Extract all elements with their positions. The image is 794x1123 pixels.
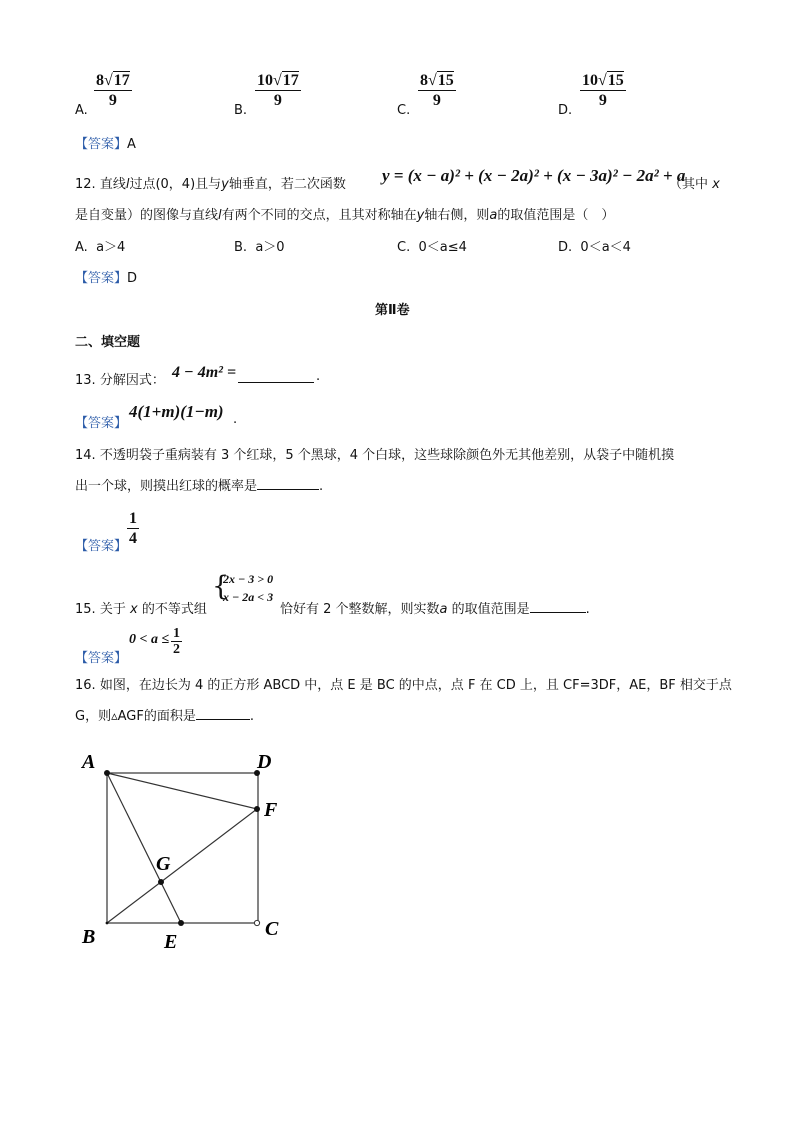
q14-answer-tag: 【答案】	[75, 539, 128, 554]
q12-option-a: A. a＞4	[75, 240, 126, 255]
part2-title: 第Ⅱ卷	[375, 303, 410, 318]
q12-line1-end: （其中 x	[669, 177, 720, 192]
q11-option-a-label: A.	[75, 103, 88, 118]
label-d: D	[257, 751, 272, 773]
label-g: G	[156, 853, 171, 875]
q13-end: .	[316, 369, 321, 384]
q15-answer-fraction: $\frac{1}{2}$	[173, 626, 180, 657]
segment-ae	[107, 773, 181, 923]
q11-option-b-label: B.	[234, 103, 248, 118]
q16-line2: G，则▵AGF的面积是 .	[75, 709, 254, 724]
point-f	[254, 806, 260, 812]
q11-option-b-fraction: $\frac{10√17}{9}$	[257, 72, 299, 109]
q12-line1: 12. 直线l过点(0，4)且与y轴垂直，若二次函数	[75, 177, 346, 192]
segment-bf	[107, 809, 257, 923]
q15-inequality-1: 2x − 3 > 0	[223, 572, 274, 586]
label-c: C	[265, 918, 279, 940]
segment-af	[107, 773, 257, 809]
q14-line2: 出一个球，则摸出红球的概率是 .	[75, 479, 324, 494]
q14-line1: 14. 不透明袋子重病装有 3 个红球，5 个黑球，4 个白球，这些球除颜色外无其他差别，从袋子中随机摸	[75, 448, 675, 463]
point-a	[104, 770, 110, 776]
q15-answer-tag: 【答案】	[75, 651, 128, 666]
q12-option-b: B. a＞0	[234, 240, 285, 255]
q15-inequality-2: x − 2a < 3	[223, 590, 274, 604]
q12-option-d: D. 0＜a＜4	[558, 240, 631, 255]
q11-option-c-label: C.	[397, 103, 411, 118]
label-f: F	[264, 799, 278, 821]
q12-formula: y = (x − a)² + (x − 2a)² + (x − 3a)² − 2a² + a	[382, 166, 686, 185]
q11-option-d-fraction: $\frac{10√15}{9}$	[582, 72, 624, 109]
q12-line2: 是自变量）的图像与直线l有两个不同的交点，且其对称轴在y轴右侧，则a的取值范围是（ ）	[75, 208, 615, 223]
q13-answer: 4(1+m)(1−m)	[129, 402, 224, 421]
left-brace-icon: {	[212, 571, 230, 602]
q14-blank	[257, 477, 319, 490]
q13-expression: 4 − 4m² =	[172, 364, 237, 381]
q16-blank	[196, 707, 250, 720]
q13-answer-tag: 【答案】	[75, 416, 128, 431]
q11-answer: 【答案】A	[75, 137, 136, 152]
point-g	[158, 879, 164, 885]
section-title: 二、填空题	[75, 335, 141, 350]
q15-answer-left: 0 < a ≤	[129, 632, 170, 647]
label-e: E	[164, 931, 178, 953]
q13-blank	[238, 370, 314, 383]
q15-stem-a: 15. 关于 x 的不等式组	[75, 602, 207, 617]
q11-option-d-label: D.	[558, 103, 573, 118]
q12-answer: 【答案】D	[75, 271, 138, 286]
q16-line1: 16. 如图，在边长为 4 的正方形 ABCD 中，点 E 是 BC 的中点，点 F 在 CD 上，且 CF=3DF，AE，BF 相交于点	[75, 678, 732, 693]
q13-stem: 13. 分解因式：	[75, 373, 165, 388]
point-b	[106, 922, 109, 925]
point-e	[178, 920, 184, 926]
point-c	[254, 920, 259, 925]
q15-stem-b: 恰好有 2 个整数解，则实数a 的取值范围是 .	[280, 602, 590, 617]
label-a: A	[82, 751, 96, 773]
q14-answer-fraction: $\frac{1}{4}$	[129, 510, 137, 547]
q16-figure	[76, 746, 296, 956]
label-b: B	[82, 926, 96, 948]
square-abcd	[107, 773, 258, 923]
q11-option-a-fraction: $\frac{8√17}{9}$	[96, 72, 130, 109]
q11-option-c-fraction: $\frac{8√15}{9}$	[420, 72, 454, 109]
q13-answer-end: .	[233, 412, 238, 427]
q15-blank	[530, 600, 586, 613]
q12-option-c: C. 0＜a≤4	[397, 240, 467, 255]
